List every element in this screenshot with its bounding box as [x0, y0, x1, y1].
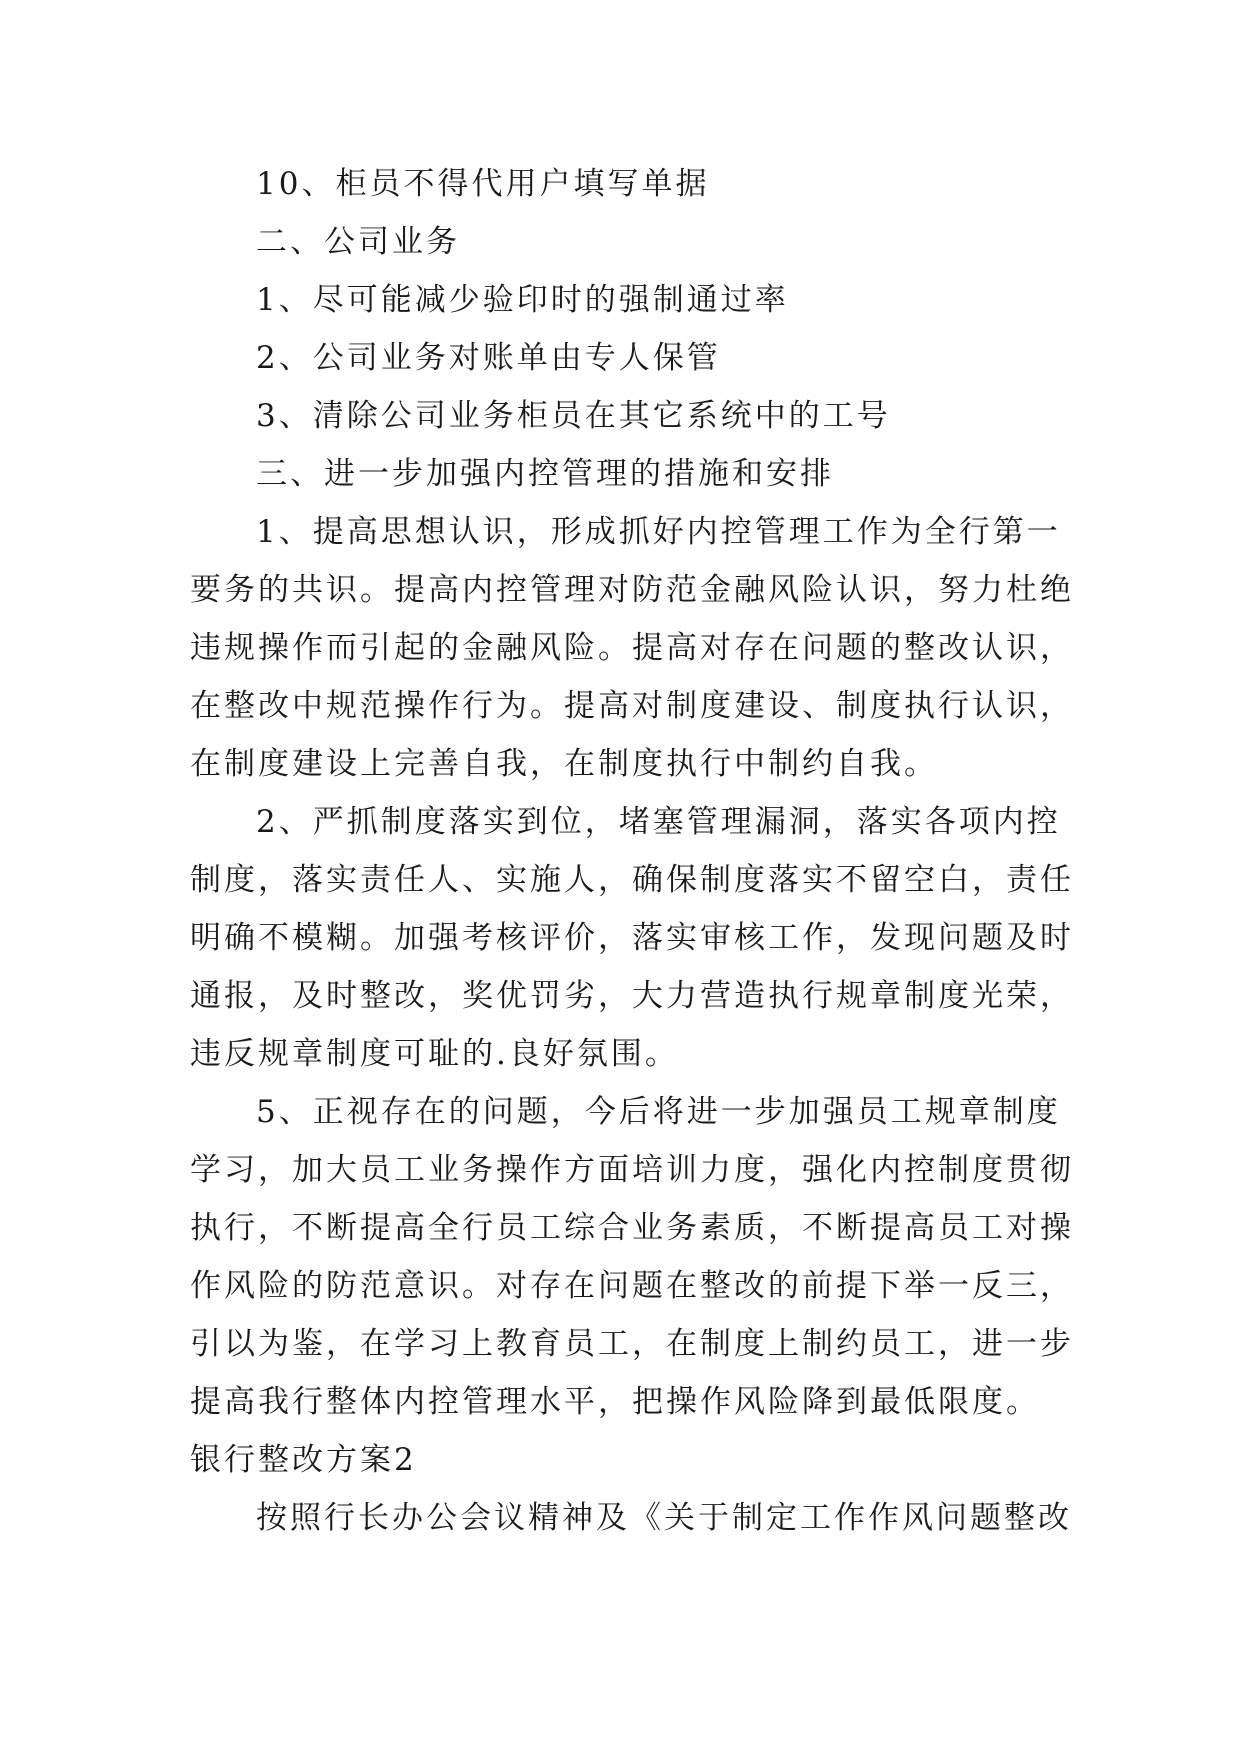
item-3-clear-staff-ids: 3、清除公司业务柜员在其它系统中的工号	[256, 398, 891, 434]
paragraph-2-line-1: 2、严抓制度落实到位，堵塞管理漏洞，落实各项内控	[256, 804, 1061, 840]
paragraph-1-line-5: 在制度建设上完善自我，在制度执行中制约自我。	[190, 746, 938, 782]
paragraph-5-line-3: 执行，不断提高全行员工综合业务素质，不断提高员工对操	[190, 1210, 1074, 1246]
item-1-seal-verification: 1、尽可能减少验印时的强制通过率	[256, 282, 789, 318]
paragraph-5-line-4: 作风险的防范意识。对存在问题在整改的前提下举一反三，	[190, 1268, 1074, 1304]
paragraph-1-line-4: 在整改中规范操作行为。提高对制度建设、制度执行认识，	[190, 688, 1074, 724]
section-heading-corporate-business: 二、公司业务	[256, 224, 460, 260]
paragraph-5-line-1: 5、正视存在的问题，今后将进一步加强员工规章制度	[256, 1094, 1061, 1130]
document-title-plan-2: 银行整改方案2	[190, 1442, 417, 1478]
plan-2-opening-line: 按照行长办公会议精神及《关于制定工作作风问题整改	[256, 1500, 1072, 1536]
section-heading-internal-control: 三、进一步加强内控管理的措施和安排	[256, 456, 834, 492]
item-10-counter-staff: 10、柜员不得代用户填写单据	[256, 166, 710, 202]
paragraph-2-line-3: 明确不模糊。加强考核评价，落实审核工作，发现问题及时	[190, 920, 1074, 956]
paragraph-5-line-2: 学习，加大员工业务操作方面培训力度，强化内控制度贯彻	[190, 1152, 1074, 1188]
paragraph-5-line-6: 提高我行整体内控管理水平，把操作风险降到最低限度。	[190, 1384, 1040, 1420]
paragraph-1-line-3: 违规操作而引起的金融风险。提高对存在问题的整改认识，	[190, 630, 1074, 666]
item-2-statement-custody: 2、公司业务对账单由专人保管	[256, 340, 721, 376]
paragraph-2-line-2: 制度，落实责任人、实施人，确保制度落实不留空白，责任	[190, 862, 1074, 898]
paragraph-1-line-1: 1、提高思想认识，形成抓好内控管理工作为全行第一	[256, 514, 1061, 550]
document-body	[190, 155, 1074, 1547]
paragraph-2-line-4: 通报，及时整改，奖优罚劣，大力营造执行规章制度光荣，	[190, 978, 1074, 1014]
paragraph-1-line-2: 要务的共识。提高内控管理对防范金融风险认识，努力杜绝	[190, 572, 1074, 608]
paragraph-2-line-5: 违反规章制度可耻的.良好氛围。	[190, 1036, 679, 1072]
paragraph-5-line-5: 引以为鉴，在学习上教育员工，在制度上制约员工，进一步	[190, 1326, 1074, 1362]
